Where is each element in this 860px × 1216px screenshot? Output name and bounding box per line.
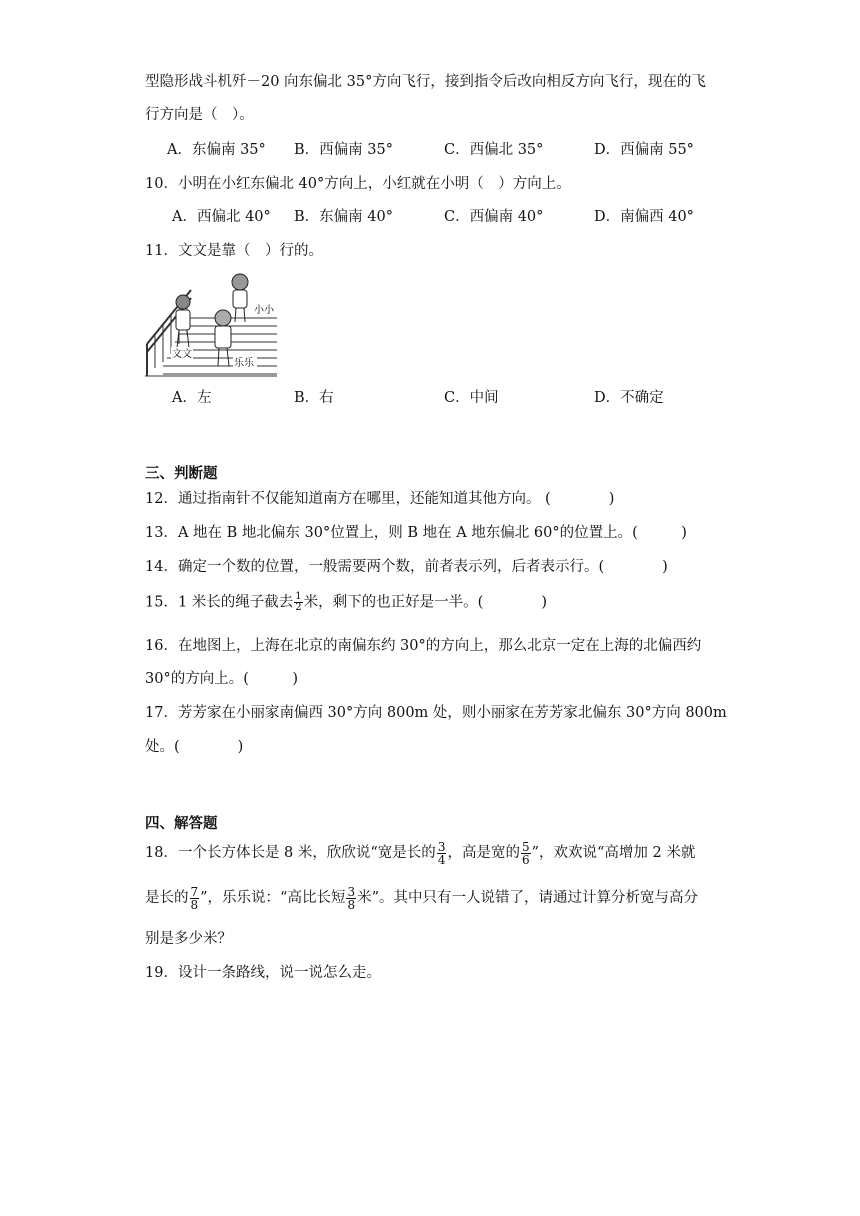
q16-line1: 16．在地图上，上海在北京的南偏东约 30°的方向上，那么北京一定在上海的北偏西约	[145, 638, 702, 654]
q11-option-a[interactable]: A．左	[172, 390, 212, 406]
q9-option-d[interactable]: D．西偏南 55°	[594, 142, 694, 158]
q15-text	[145, 592, 547, 613]
q18-fraction-4: $\frac{3}{8}$	[347, 884, 356, 912]
q13-text: 13．A 地在 B 地北偏东 30°位置上，则 B 地在 A 地东偏北 60°的位置上。( )	[145, 525, 687, 541]
q18-line2: 是长的 $\frac{7}{8}$ ”，乐乐说：“高比长短 $\frac{3}{8}$ 米”。其中只有一人说错了，请通过计算分析宽与高分	[145, 884, 699, 912]
q9-option-c[interactable]: C．西偏北 35°	[444, 142, 544, 158]
q10-option-c[interactable]: C．西偏南 40°	[444, 209, 544, 225]
q11-option-d[interactable]: D．不确定	[594, 390, 664, 406]
wenwen-figure	[176, 295, 190, 348]
section-4-title: 四、解答题	[145, 816, 218, 832]
q18-fraction-2: $\frac{5}{6}$	[521, 839, 530, 867]
q10-option-a[interactable]: A．西偏北 40°	[172, 209, 271, 225]
q10-option-b[interactable]: B．东偏南 40°	[294, 209, 393, 225]
q15-before: 15．1 米长的绳子截去	[145, 594, 294, 611]
section-3-title: 三、判断题	[145, 466, 218, 482]
q9-option-a[interactable]: A．东偏南 35°	[167, 142, 266, 158]
q18-line1: 18．一个长方体长是 8 米，欣欣说“宽是长的 $\frac{3}{4}$ ，高是宽的 $\frac{5}{6}$ ”，欢欢说“高增加 2 米就	[145, 839, 696, 867]
q18-line3: 别是多少米？	[145, 931, 232, 947]
q9-option-b[interactable]: B．西偏南 35°	[294, 142, 393, 158]
q11-text: 11．文文是靠（ ）行的。	[145, 243, 323, 259]
label-xiaoxiao: 小小	[254, 305, 274, 316]
q17-line1: 17．芳芳家在小丽家南偏西 30°方向 800m 处，则小丽家在芳芳家北偏东 30°方向 800m	[145, 705, 727, 721]
q12-text: 12．通过指南针不仅能知道南方在哪里，还能知道其他方向。 ( )	[145, 491, 615, 507]
q16-line2: 30°的方向上。( )	[145, 671, 299, 687]
q11-option-c[interactable]: C．中间	[444, 390, 499, 406]
q11-option-b[interactable]: B．右	[294, 390, 334, 406]
q10-text: 10．小明在小红东偏北 40°方向上，小红就在小明（ ）方向上。	[145, 176, 571, 192]
stairs-illustration	[145, 270, 277, 378]
q17-line2: 处。( )	[145, 739, 244, 755]
q9-line2: 行方向是（ ）。	[145, 107, 254, 123]
q14-text: 14．确定一个数的位置，一般需要两个数，前者表示列，后者表示行。( )	[145, 559, 668, 575]
q15-after: 米，剩下的也正好是一半。( )	[303, 594, 547, 611]
xiaoxiao-figure	[232, 274, 248, 322]
q9-line1: 型隐形战斗机歼－20 向东偏北 35°方向飞行，接到指令后改向相反方向飞行，现在的飞	[145, 74, 706, 90]
q19-text: 19．设计一条路线，说一说怎么走。	[145, 965, 381, 981]
q18-fraction-3: $\frac{7}{8}$	[190, 884, 199, 912]
q18-fraction-1: $\frac{3}{4}$	[437, 839, 446, 867]
label-lele: 乐乐	[234, 358, 254, 369]
label-wenwen: 文文	[172, 349, 192, 360]
q15-fraction: $\frac{1}{2}$	[295, 591, 302, 613]
q10-option-d[interactable]: D．南偏西 40°	[594, 209, 694, 225]
